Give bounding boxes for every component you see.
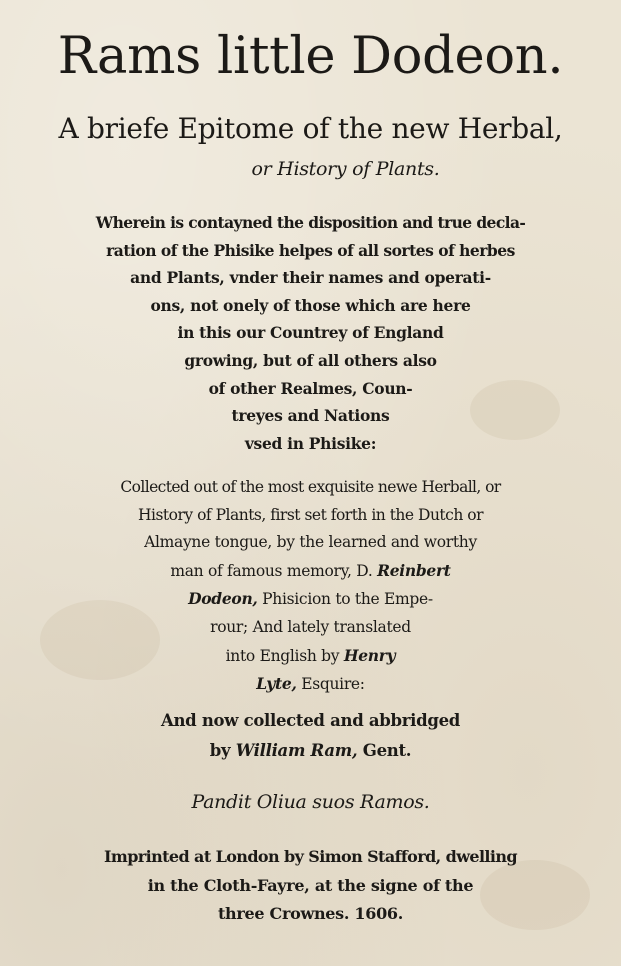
description-line: growing, but of all others also <box>184 350 437 370</box>
abridged-line: And now collected and abbridged <box>160 711 461 730</box>
imprint-line: three Crownes. 1606. <box>217 904 404 923</box>
description-line: ons, not onely of those which are here <box>150 295 471 315</box>
author-name: Reinbert <box>377 560 451 580</box>
collected-line <box>0 642 621 671</box>
imprint-paragraph <box>0 843 621 929</box>
abridged-line <box>0 736 621 766</box>
description-line: and Plants, vnder their names and operati- <box>130 268 491 288</box>
translator-name: Henry <box>343 645 396 665</box>
abridged-text: Gent. <box>362 741 412 760</box>
description-line: Wherein is contayned the disposition and true decla- <box>95 213 526 232</box>
motto-text: Pandit Oliua suos Ramos. <box>191 791 430 813</box>
description-line: vsed in Phisike: <box>244 433 377 453</box>
collected-line: Almayne tongue, by the learned and worthy <box>144 533 477 552</box>
collected-text: man of famous memory, D. <box>170 561 373 580</box>
description-line: ration of the Phisike helpes of all sortes of herbes <box>106 240 515 260</box>
imprint-line: Imprinted at London by Simon Stafford, dwelling <box>103 847 517 866</box>
collected-text: Esquire: <box>301 675 365 694</box>
author-name: Dodeon, <box>188 589 258 609</box>
description-line: of other Realmes, Coun- <box>208 378 413 398</box>
abridger-name: William Ram, <box>235 741 358 760</box>
abridged-text: by <box>209 741 231 760</box>
collected-text: Phisicion to the Empe- <box>262 590 433 609</box>
subtitle-italic-text: or History of Plants. <box>251 158 440 180</box>
collected-line: Collected out of the most exquisite newe Herball, or <box>120 478 501 496</box>
collected-line <box>0 670 621 699</box>
collected-text: into English by <box>225 646 340 665</box>
subtitle-line-1 <box>0 112 621 146</box>
book-title <box>0 22 621 92</box>
collected-line <box>0 585 621 614</box>
collected-line: rour; And lately translated <box>210 617 411 636</box>
book-title-text: Rams little Dodeon. <box>57 27 564 86</box>
subtitle-text: A briefe Epitome of the new Herbal, <box>58 112 563 145</box>
collected-line <box>0 557 621 586</box>
motto <box>0 785 621 819</box>
description-line: in this our Countrey of England <box>177 323 444 343</box>
collected-line: History of Plants, first set forth in the Dutch or <box>138 505 483 524</box>
translator-name: Lyte, <box>256 674 297 694</box>
subtitle-line-2 <box>0 154 621 184</box>
description-paragraph <box>0 209 621 457</box>
description-line: treyes and Nations <box>231 406 390 426</box>
imprint-line: in the Cloth-Fayre, at the signe of the <box>147 875 474 895</box>
abridged-paragraph <box>0 706 621 766</box>
collected-paragraph <box>0 474 621 699</box>
